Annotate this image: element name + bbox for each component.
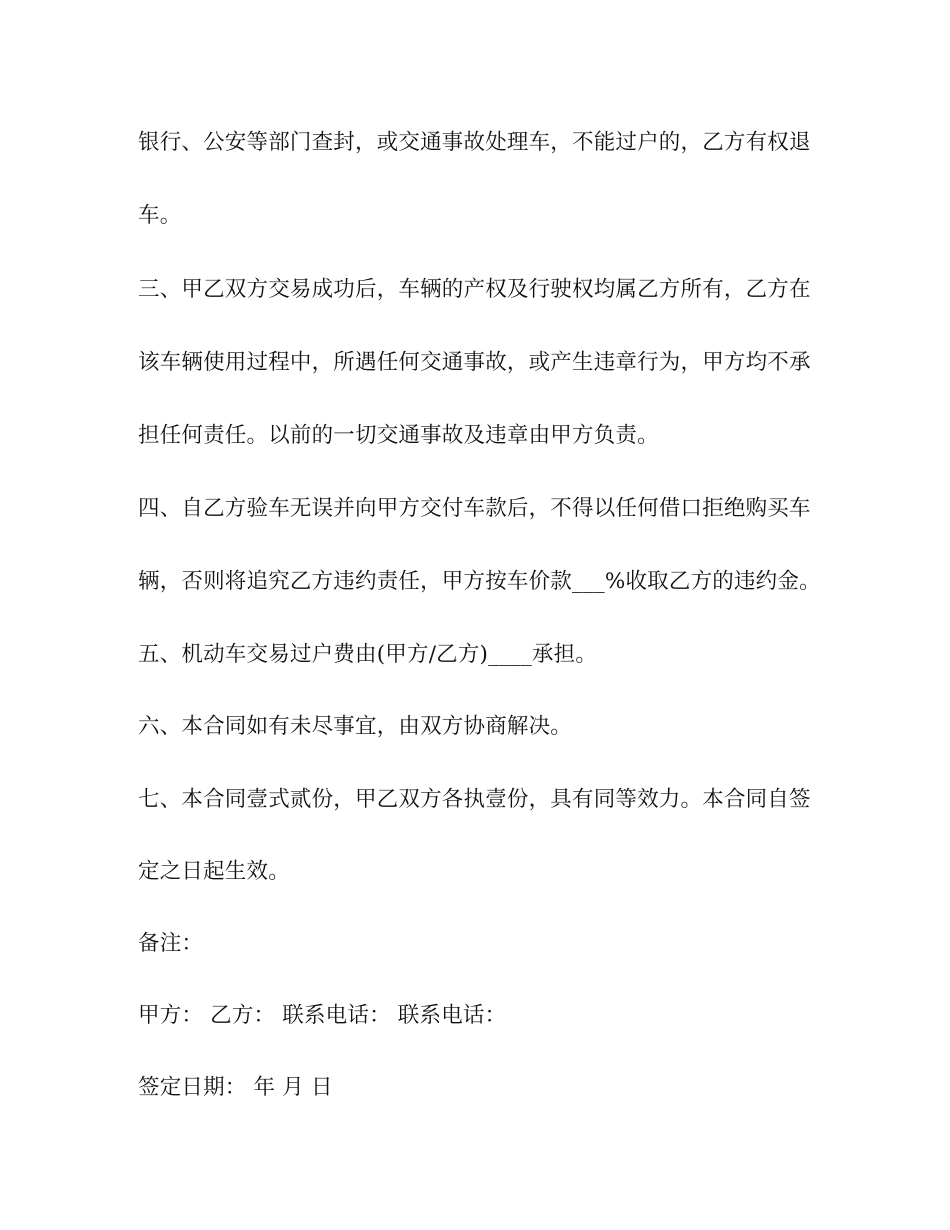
clause-three-line-3: 担任何责任。以前的一切交通事故及违章由甲方负责。 <box>138 423 659 448</box>
clause-two-continuation-line-2: 车。 <box>138 203 182 228</box>
clause-seven-line-1: 七、本合同壹式贰份，甲乙双方各执壹份，具有同等效力。本合同自签 <box>138 787 811 812</box>
clause-three-line-2: 该车辆使用过程中，所遇任何交通事故，或产生违章行为，甲方均不承 <box>138 350 811 375</box>
clause-six: 六、本合同如有未尽事宜，由双方协商解决。 <box>138 714 573 739</box>
clause-four-line-1: 四、自乙方验车无误并向甲方交付车款后，不得以任何借口拒绝购买车 <box>138 496 811 521</box>
remarks-label: 备注： <box>138 931 204 956</box>
signing-date-line: 签定日期： 年 月 日 <box>138 1075 333 1100</box>
clause-seven-line-2: 定之日起生效。 <box>138 859 290 884</box>
clause-five: 五、机动车交易过户费由(甲方/乙方)____承担。 <box>138 642 598 667</box>
clause-two-continuation-line-1: 银行、公安等部门查封，或交通事故处理车，不能过户的，乙方有权退 <box>138 130 811 155</box>
clause-three-line-1: 三、甲乙双方交易成功后，车辆的产权及行驶权均属乙方所有，乙方在 <box>138 277 811 302</box>
clause-four-line-2: 辆，否则将追究乙方违约责任，甲方按车价款___%收取乙方的违约金。 <box>138 569 821 594</box>
signature-parties-line: 甲方： 乙方： 联系电话： 联系电话： <box>138 1003 507 1028</box>
